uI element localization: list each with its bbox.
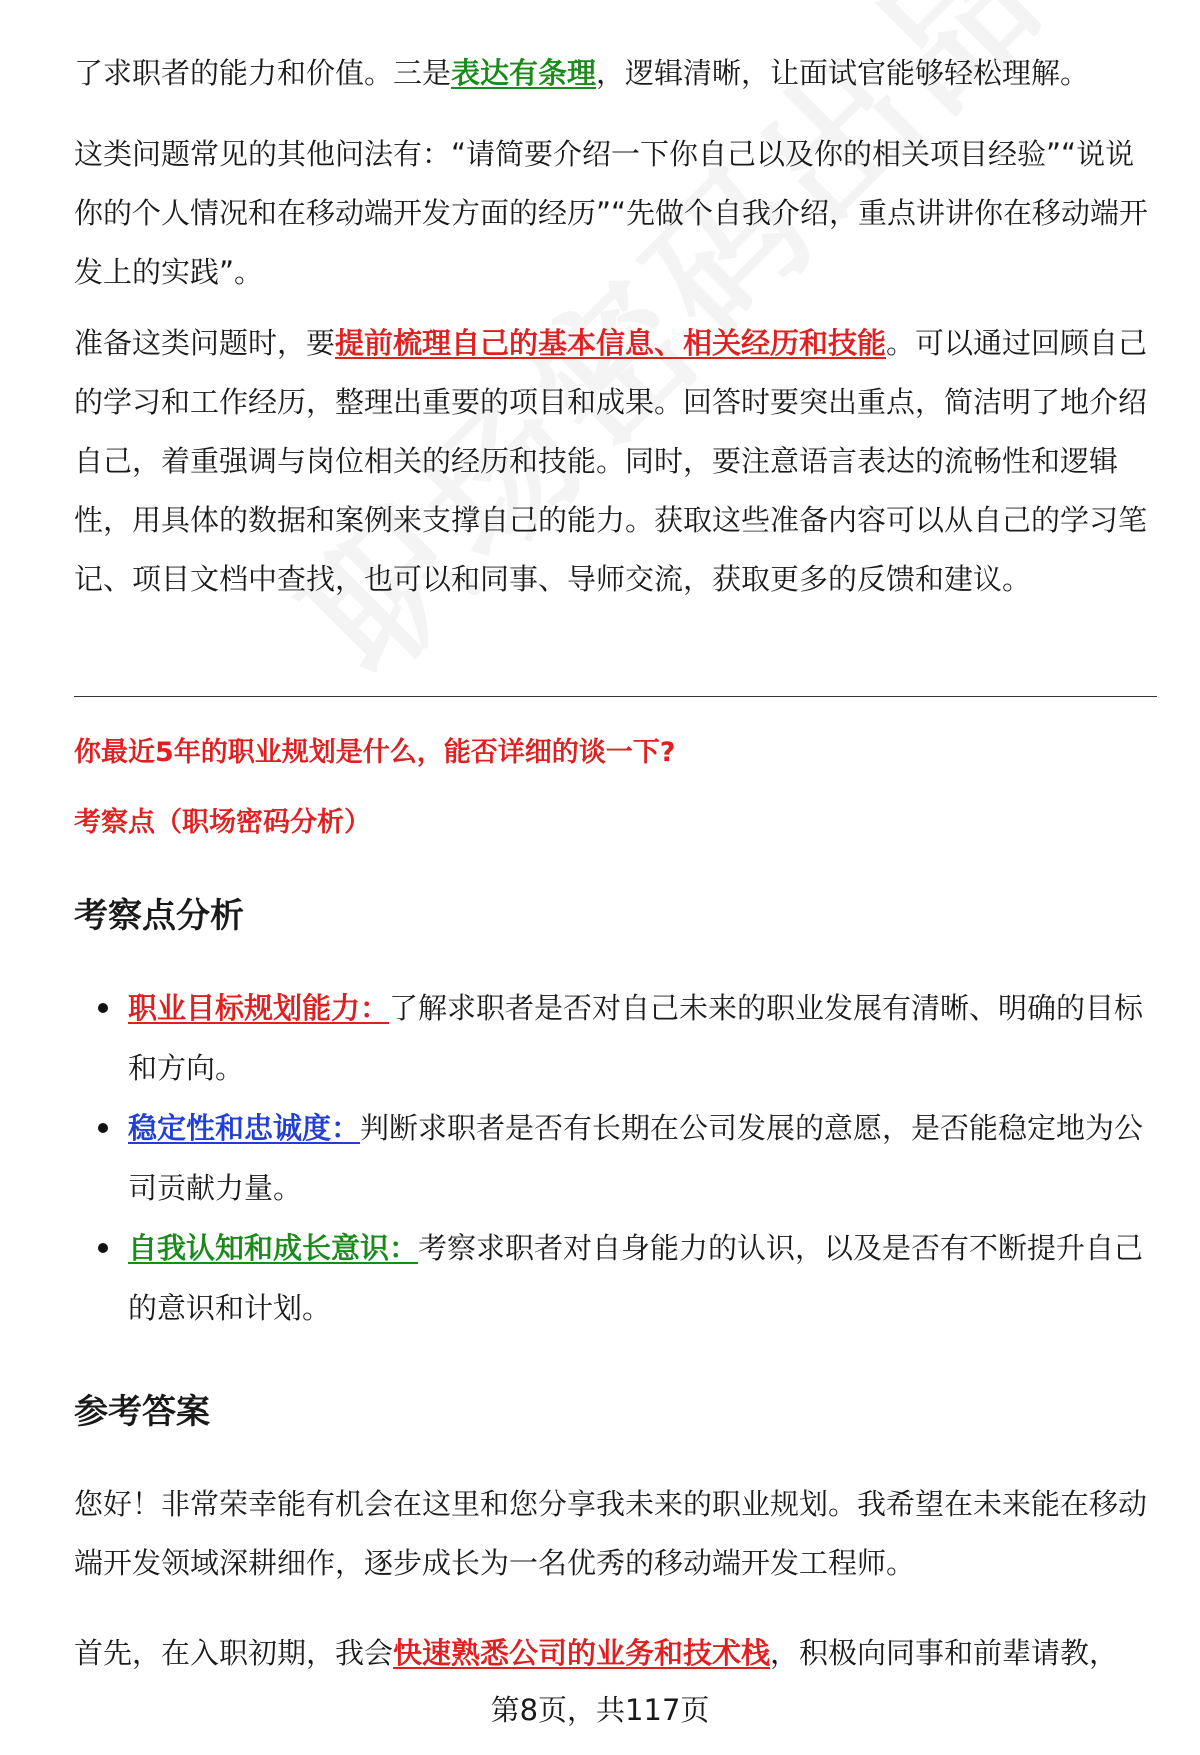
preparation-paragraph — [74, 314, 1154, 609]
answer-paragraph-2-pre: 首先，在入职初期，我会 — [74, 1636, 394, 1670]
analysis-item — [74, 1218, 1154, 1338]
highlight-prepare-info: 提前梳理自己的基本信息、相关经历和技能 — [335, 326, 887, 360]
analysis-item-label: 职业目标规划能力： — [128, 991, 390, 1025]
intro-paragraph-2: 这类问题常见的其他问法有：“请简要介绍一下你自己以及你的相关项目经验”“说说你的个人情况和在移动端开发方面的经历”“先做个自我介绍，重点讲讲你在移动端开发上的实践”。 — [74, 137, 1149, 289]
analysis-list — [74, 978, 1154, 1338]
analysis-heading: 考察点分析 — [74, 896, 244, 936]
analysis-item-text: 考察求职者对自身能力的认识，以及是否有不断提升自己的意识和计划。 — [128, 1231, 1144, 1325]
analysis-item-text: 判断求职者是否有长期在公司发展的意愿，是否能稳定地为公司贡献力量。 — [128, 1111, 1144, 1205]
analysis-item-label: 自我认知和成长意识： — [128, 1231, 419, 1265]
intro-paragraph-1-pre: 了求职者的能力和价值。三是 — [74, 56, 452, 90]
highlight-familiarize-business: 快速熟悉公司的业务和技术栈 — [393, 1636, 771, 1670]
bullet-icon — [98, 1123, 108, 1133]
analysis-item-label: 稳定性和忠诚度： — [128, 1111, 361, 1145]
preparation-post: 。可以通过回顾自己的学习和工作经历，整理出重要的项目和成果。回答时要突出重点，简洁明了地介绍自己，着重强调与岗位相关的经历和技能。同时，要注意语言表达的流畅性和逻辑性，用具体的数据和案例来支撑自己的能力。获取这些准备内容可以从自己的学习笔记、项目文档中查找，也可以和同事、导师交流，获取更多的反馈和建议。 — [74, 326, 1148, 596]
section-divider — [74, 696, 1157, 697]
answer-paragraph-2-post: ，积极向同事和前辈请教， — [770, 1636, 1119, 1670]
preparation-pre: 准备这类问题时，要 — [74, 326, 336, 360]
intro-paragraph-1-post: ，逻辑清晰，让面试官能够轻松理解。 — [596, 56, 1090, 90]
answer-paragraph-2 — [74, 1624, 1154, 1683]
bullet-icon — [98, 1003, 108, 1013]
highlight-organized-expression: 表达有条理 — [451, 56, 597, 90]
bullet-icon — [98, 1243, 108, 1253]
answer-paragraph-1: 您好！非常荣幸能有机会在这里和您分享我未来的职业规划。我希望在未来能在移动端开发领域深耕细作，逐步成长为一名优秀的移动端开发工程师。 — [74, 1487, 1148, 1580]
analysis-item — [74, 978, 1154, 1098]
analysis-item — [74, 1098, 1154, 1218]
question-title: 你最近5年的职业规划是什么，能否详细的谈一下? — [74, 737, 676, 768]
analysis-item-text: 了解求职者是否对自己未来的职业发展有清晰、明确的目标和方向。 — [128, 991, 1144, 1085]
question-subtitle: 考察点（职场密码分析） — [74, 807, 371, 838]
answer-heading: 参考答案 — [74, 1392, 210, 1432]
page-footer: 第8页，共117页 — [490, 1693, 710, 1727]
intro-paragraph-1 — [74, 44, 1154, 103]
